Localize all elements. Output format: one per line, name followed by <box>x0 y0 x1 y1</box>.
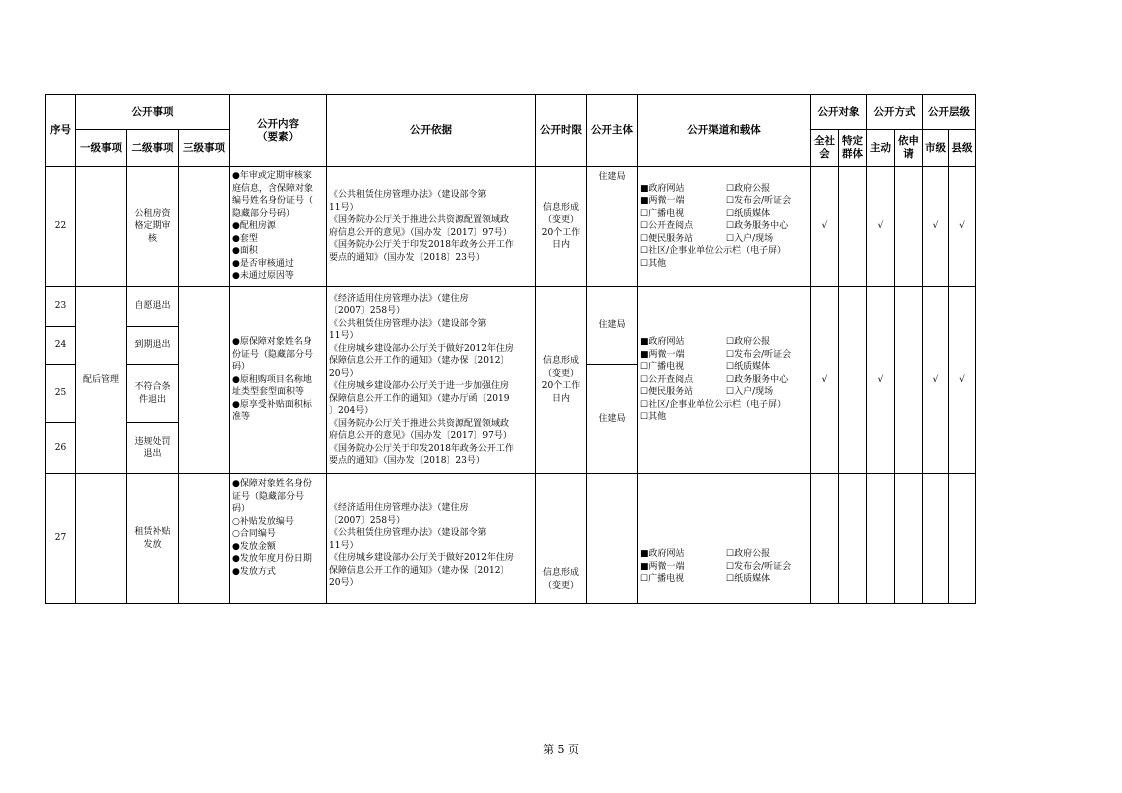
header-level-city: 市级 <box>923 130 949 167</box>
cell-line: ●面积 <box>232 246 258 257</box>
channel-option: ☐纸质媒体 <box>726 362 771 373</box>
header-method-request <box>895 130 923 167</box>
channel-line <box>640 361 808 374</box>
level3-cell <box>179 474 230 604</box>
table-row-27 <box>46 474 976 604</box>
basis-cell <box>327 167 536 287</box>
cell-line: 编号姓名身份证号（ <box>232 196 314 207</box>
cell-line: ●未通过原因等 <box>232 271 294 282</box>
header-target: 公开对象 <box>811 95 867 130</box>
subject-cell: 住建局 <box>587 167 638 287</box>
channel-line <box>640 411 808 424</box>
cell-line: 保障信息公开工作的通知》（建办保〔2012〕 <box>329 356 510 366</box>
channel-line <box>640 399 808 412</box>
time-cell <box>536 167 587 287</box>
level2-cell <box>127 474 179 604</box>
header-method-request-line1: 依申 <box>898 135 920 147</box>
seq-cell: 22 <box>46 167 76 287</box>
header-method: 公开方式 <box>867 95 923 130</box>
level2-cell <box>127 167 179 287</box>
cell-line: 《住房城乡建设部办公厅关于做好2012年住房 <box>329 343 514 354</box>
level2-cell <box>127 423 179 474</box>
check-target-all: √ <box>811 167 839 287</box>
time-cell <box>536 474 587 604</box>
header-time: 公开时限 <box>536 95 587 167</box>
cell-line: 不符合条 <box>134 382 171 392</box>
header-content-line1: 公开内容 <box>257 117 300 130</box>
table-row-22 <box>46 167 976 287</box>
header-level: 公开层级 <box>923 95 976 130</box>
check-method-active: √ <box>867 287 895 474</box>
cell-line: ●是否审核通过 <box>232 258 294 269</box>
cell-line: ●年审或定期审核家 <box>232 171 312 182</box>
cell-line: ●保障对象姓名身份 <box>232 479 312 489</box>
cell-line: ○补贴发放编号 <box>232 516 294 527</box>
cell-line: ●原保障对象姓名身 <box>232 337 312 348</box>
cell-line: 隐藏部分号码） <box>232 208 296 219</box>
seq-cell: 27 <box>46 474 76 604</box>
level2-cell <box>127 287 179 327</box>
cell-line: 信息形成 <box>543 568 580 578</box>
cell-line: 码） <box>232 504 251 514</box>
cell-line: 20个工作 <box>541 227 581 238</box>
basis-cell <box>327 287 536 474</box>
cell-line: 日内 <box>552 393 571 404</box>
check-level-county: √ <box>949 287 976 474</box>
level3-cell <box>179 167 230 287</box>
header-basis: 公开依据 <box>327 95 536 167</box>
channel-option: ■两微一端 <box>640 196 685 207</box>
content-cell <box>230 287 327 474</box>
level1-cell <box>76 474 127 604</box>
channel-option: ☐社区/企事业单位公示栏（电子屏） <box>640 246 787 257</box>
header-subject: 公开主体 <box>587 95 638 167</box>
cell-line: ●发放方式 <box>232 566 276 577</box>
channel-option: ☐公开查阅点 <box>640 221 694 232</box>
cell-line: 格定期审 <box>134 221 171 232</box>
cell-line: 址类型套型面积等 <box>232 387 305 398</box>
cell-line: 20个工作 <box>541 381 581 391</box>
cell-line: 《国务院办公厅关于印发2018年政务公开工作 <box>329 240 514 250</box>
channel-line <box>640 573 808 586</box>
channel-option: ☐纸质媒体 <box>726 574 771 584</box>
cell-line: 码） <box>232 362 251 373</box>
cell-line: 《国务院办公厅关于推进公共资源配置领域政 <box>329 418 510 429</box>
check-level-city <box>923 474 949 604</box>
cell-line: ●原租购项目名称地 <box>232 374 312 385</box>
channel-line <box>640 258 808 271</box>
header-level-county: 县级 <box>949 130 976 167</box>
channel-option: ☐政务服务中心 <box>726 221 789 232</box>
level1-cell-group: 配后管理 <box>76 287 127 474</box>
cell-line: 《公共租赁住房管理办法》（建设部令第 <box>329 190 487 200</box>
header-content-line2: （要素） <box>257 130 300 143</box>
cell-line: ●原享受补贴面积标 <box>232 399 312 410</box>
channel-line <box>640 374 808 387</box>
cell-line: 件退出 <box>138 394 166 405</box>
check-target-specific <box>839 287 867 474</box>
channel-option: ☐政府公报 <box>726 337 771 348</box>
cell-line: 自愿退出 <box>134 301 171 312</box>
check-method-request <box>895 167 923 287</box>
cell-line: 保障信息公开工作的通知》（建办保〔2012〕 <box>329 565 510 576</box>
cell-line: （变更） <box>543 215 580 225</box>
channel-option: ☐纸质媒体 <box>726 208 771 219</box>
channel-option: ■政府网站 <box>640 183 685 194</box>
basis-cell <box>327 474 536 604</box>
header-target-specific-line2: 群体 <box>842 148 864 160</box>
channel-option: ■政府网站 <box>640 337 685 348</box>
header-target-all <box>811 130 839 167</box>
header-target-specific <box>839 130 867 167</box>
seq-cell: 25 <box>46 365 76 423</box>
header-content <box>230 95 327 167</box>
channel-option: ☐发布会/听证会 <box>726 196 792 207</box>
cell-line: 日内 <box>552 240 571 250</box>
channel-option: ☐政府公报 <box>726 183 771 194</box>
cell-line: 违规处罚 <box>134 436 171 447</box>
channel-option: ■两微一端 <box>640 561 685 572</box>
channel-option: ☐发布会/听证会 <box>726 561 792 572</box>
cell-line: 保障信息公开工作的通知》（建办厅函〔2019 <box>329 393 510 404</box>
content-cell <box>230 474 327 604</box>
level3-cell <box>179 287 230 474</box>
channel-cell <box>638 474 811 604</box>
cell-line: （变更） <box>543 580 580 591</box>
cell-line: 《公共租赁住房管理办法》（建设部令第 <box>329 528 487 538</box>
cell-line: 《国务院办公厅关于推进公共资源配置领域政 <box>329 215 510 225</box>
channel-option: ☐其他 <box>640 412 667 423</box>
cell-line: ●发放年度月份日期 <box>232 554 312 564</box>
check-level-city: √ <box>923 167 949 287</box>
cell-line: 庭信息，含保障对象 <box>232 183 314 194</box>
seq-cell: 24 <box>46 327 76 365</box>
level2-cell <box>127 327 179 365</box>
cell-line: 《国务院办公厅关于印发2018年政务公开工作 <box>329 443 514 454</box>
cell-line: 份证号（隐藏部分号 <box>232 349 314 360</box>
subject-cell: 住建局 <box>587 365 638 474</box>
check-method-active <box>867 474 895 604</box>
subject-cell <box>587 474 638 604</box>
header-method-request-line2: 请 <box>903 148 914 160</box>
channel-option: ☐便民服务站 <box>640 233 694 244</box>
disclosure-table <box>45 94 976 604</box>
cell-line: 租赁补贴 <box>134 527 171 537</box>
cell-line: ○合同编号 <box>232 529 276 539</box>
check-target-all: √ <box>811 287 839 474</box>
cell-line: 信息形成 <box>543 356 580 366</box>
table-clip <box>45 94 975 591</box>
channel-option: ☐政务服务中心 <box>726 374 789 385</box>
page-number: 第 5 页 <box>543 743 579 756</box>
cell-line: 11号） <box>329 331 359 341</box>
cell-line: （变更） <box>543 368 580 379</box>
check-level-county: √ <box>949 167 976 287</box>
cell-line: 府信息公开的意见》（国办发〔2017〕97号） <box>329 431 512 441</box>
channel-option: ☐其他 <box>640 258 667 269</box>
cell-line: 11号） <box>329 202 359 213</box>
header-level2: 二级事项 <box>127 130 179 167</box>
channel-option: ☐发布会/听证会 <box>726 349 792 360</box>
channel-option: ☐便民服务站 <box>640 387 694 398</box>
channel-option: ☐政府公报 <box>726 549 771 559</box>
channel-option: ☐广播电视 <box>640 208 685 219</box>
channel-option: ■两微一端 <box>640 349 685 360</box>
cell-line: 20号） <box>329 368 359 379</box>
check-target-specific <box>839 167 867 287</box>
header-target-all-line2: 会 <box>819 148 830 160</box>
cell-line: 11号） <box>329 540 359 551</box>
channel-line <box>640 386 808 399</box>
channel-cell <box>638 167 811 287</box>
cell-line: ●发放金额 <box>232 541 276 552</box>
level2-cell <box>127 365 179 423</box>
channel-option: ☐入户/现场 <box>726 387 774 398</box>
cell-line: 到期退出 <box>134 340 171 351</box>
table-row-23 <box>46 287 976 327</box>
header-target-all-line1: 全社 <box>814 135 836 147</box>
level1-cell <box>76 167 127 287</box>
time-cell <box>536 287 587 474</box>
channel-option: ■政府网站 <box>640 549 685 559</box>
channel-cell <box>638 287 811 474</box>
cell-line: 《经济适用住房管理办法》（建住房 <box>329 503 469 513</box>
channel-line <box>640 233 808 246</box>
header-seq: 序号 <box>46 95 76 167</box>
channel-line <box>640 349 808 362</box>
cell-line: 核 <box>147 233 157 244</box>
channel-line <box>640 195 808 208</box>
cell-line: 〕204号） <box>329 406 374 416</box>
check-level-city: √ <box>923 287 949 474</box>
channel-option: ☐广播电视 <box>640 574 685 584</box>
check-target-all <box>811 474 839 604</box>
seq-cell: 26 <box>46 423 76 474</box>
check-method-active: √ <box>867 167 895 287</box>
channel-line <box>640 548 808 561</box>
channel-line <box>640 336 808 349</box>
cell-line: 府信息公开的意见》（国办发〔2017〕97号） <box>329 227 512 238</box>
channel-line <box>640 245 808 258</box>
check-method-request <box>895 287 923 474</box>
cell-line: 《住房城乡建设部办公厅关于进一步加强住房 <box>329 381 510 391</box>
header-items: 公开事项 <box>76 95 230 130</box>
check-level-county <box>949 474 976 604</box>
content-cell <box>230 167 327 287</box>
cell-line: 公租房资 <box>134 208 171 219</box>
cell-line: 准等 <box>232 412 251 423</box>
cell-line: 要点的通知》（国办发〔2018〕23号） <box>329 252 485 263</box>
cell-line: 〔2007〕258号） <box>329 515 406 526</box>
channel-line <box>640 183 808 196</box>
channel-option: ☐广播电视 <box>640 362 685 373</box>
channel-line <box>640 561 808 574</box>
header-target-specific-line1: 特定 <box>842 135 864 147</box>
cell-line: ●配租房源 <box>232 221 276 232</box>
cell-line: 20号） <box>329 578 359 588</box>
cell-line: 信息形成 <box>543 202 580 213</box>
seq-cell: 23 <box>46 287 76 327</box>
check-method-request <box>895 474 923 604</box>
header-level1: 一级事项 <box>76 130 127 167</box>
cell-line: 〔2007〕258号） <box>329 306 406 316</box>
check-target-specific <box>839 474 867 604</box>
channel-line <box>640 208 808 221</box>
cell-line: 退出 <box>143 449 162 459</box>
cell-line: 发放 <box>143 539 162 550</box>
cell-line: ●套型 <box>232 233 258 244</box>
header-channel: 公开渠道和载体 <box>638 95 811 167</box>
channel-option: ☐社区/企事业单位公示栏（电子屏） <box>640 399 787 410</box>
channel-line <box>640 220 808 233</box>
cell-line: 《公共租赁住房管理办法》（建设部令第 <box>329 318 487 329</box>
channel-option: ☐入户/现场 <box>726 233 774 244</box>
header-level3: 三级事项 <box>179 130 230 167</box>
cell-line: 《住房城乡建设部办公厅关于做好2012年住房 <box>329 553 514 563</box>
subject-cell: 住建局 <box>587 287 638 365</box>
cell-line: 要点的通知》（国办发〔2018〕23号） <box>329 456 485 466</box>
cell-line: 证号（隐藏部分号 <box>232 491 305 502</box>
header-method-active: 主动 <box>867 130 895 167</box>
cell-line: 《经济适用住房管理办法》（建住房 <box>329 293 469 304</box>
channel-option: ☐公开查阅点 <box>640 374 694 385</box>
